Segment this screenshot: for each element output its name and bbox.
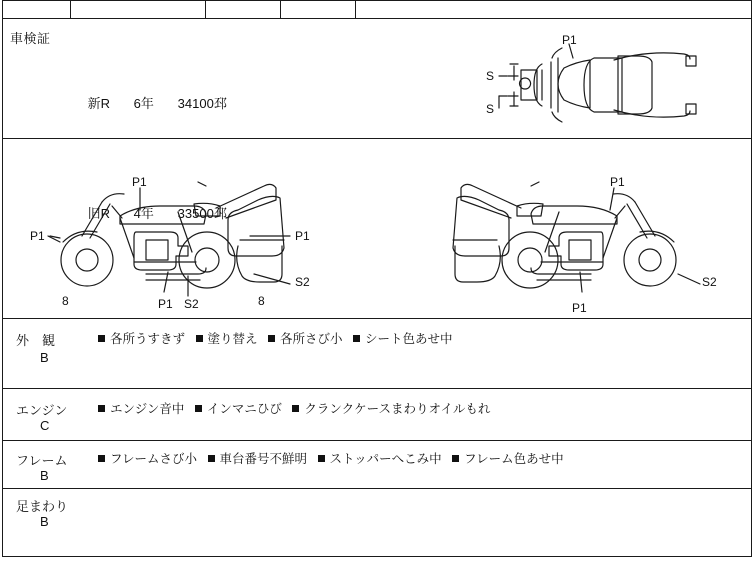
- right-view-label-s2: S2: [702, 275, 717, 289]
- condition-row-appearance: [2, 318, 752, 388]
- condition-grade: C: [40, 418, 50, 433]
- condition-item-label: シート色あせ中: [365, 332, 453, 346]
- left-view-label-s2-right: S2: [295, 275, 310, 289]
- left-view-label-p1-top: P1: [132, 175, 147, 189]
- right-view-label-p1-top: P1: [610, 175, 625, 189]
- condition-item-label: 車台番号不鮮明: [219, 452, 308, 466]
- condition-item-label: クランクケースまわりオイルもれ: [304, 402, 491, 416]
- condition-row-engine: [2, 388, 752, 440]
- condition-item: [452, 452, 564, 466]
- inspection-row-years: 4年: [133, 206, 154, 221]
- inspection-row-years: 6年: [133, 96, 154, 111]
- inspection-row-amount: 34100邳: [177, 96, 227, 111]
- bullet-square-icon: [353, 335, 360, 342]
- condition-item: [292, 402, 490, 416]
- condition-item-label: インマニひび: [206, 402, 282, 416]
- condition-items: [98, 329, 460, 347]
- condition-item: [195, 402, 282, 416]
- condition-item: [98, 332, 185, 346]
- bullet-square-icon: [292, 405, 299, 412]
- condition-item: [98, 452, 197, 466]
- left-view-label-8-rear: 8: [258, 294, 265, 308]
- condition-item-label: フレームさび小: [110, 452, 198, 466]
- condition-item: [268, 332, 343, 346]
- inspection-row-amount: 33500邳: [177, 206, 227, 221]
- bullet-square-icon: [195, 405, 202, 412]
- bullet-square-icon: [318, 455, 325, 462]
- inspection-row-type: 旧R: [87, 206, 111, 221]
- left-view-label-p1-right: P1: [295, 229, 310, 243]
- right-view-label-p1-bottom: P1: [572, 301, 587, 315]
- condition-item-label: エンジン音中: [110, 402, 185, 416]
- left-view-label-8-front: 8: [62, 294, 69, 308]
- condition-item-label: 各所うすきず: [110, 332, 186, 346]
- bullet-square-icon: [452, 455, 459, 462]
- condition-grade: B: [40, 350, 49, 365]
- divider-top-col-4: [355, 0, 356, 18]
- left-view-label-s2-bottom: S2: [184, 297, 199, 311]
- inspection-label: 車検証: [10, 31, 51, 46]
- bullet-square-icon: [268, 335, 275, 342]
- condition-item-label: フレーム色あせ中: [464, 452, 564, 466]
- condition-row-frame: [2, 440, 752, 488]
- damage-diagrams: [2, 18, 752, 318]
- left-side-view-drawing: [30, 175, 310, 311]
- bullet-square-icon: [98, 335, 105, 342]
- condition-item: [98, 402, 184, 416]
- condition-items: [98, 449, 571, 467]
- condition-name: フレーム: [16, 453, 68, 468]
- divider-top-col-3: [280, 0, 281, 18]
- bullet-square-icon: [208, 455, 215, 462]
- front-view-label-s-upper: S: [486, 69, 495, 83]
- condition-grade: B: [40, 514, 49, 529]
- front-view-drawing: [486, 33, 696, 122]
- condition-item: [353, 332, 453, 346]
- front-view-label-s-lower: S: [486, 102, 495, 116]
- bullet-square-icon: [98, 405, 105, 412]
- condition-item: [208, 452, 308, 466]
- divider-top-col-1: [70, 0, 71, 18]
- condition-item-label: ストッパーへこみ中: [329, 452, 442, 466]
- bullet-square-icon: [196, 335, 203, 342]
- condition-name: 外 観: [16, 333, 56, 348]
- condition-item-label: 塗り替え: [207, 332, 258, 346]
- left-view-label-p1-left: P1: [30, 229, 45, 243]
- condition-name: 足まわり: [16, 499, 69, 514]
- condition-name: エンジン: [16, 403, 68, 418]
- condition-item: [318, 452, 442, 466]
- condition-item: [196, 332, 258, 346]
- condition-row-suspension: [2, 488, 752, 556]
- condition-items: [98, 399, 497, 417]
- bullet-square-icon: [98, 455, 105, 462]
- left-view-label-p1-bottom: P1: [158, 297, 173, 311]
- condition-item-label: 各所さび小: [280, 332, 343, 346]
- inspection-row-type: 新R: [87, 96, 111, 111]
- right-side-view-drawing: [453, 175, 717, 315]
- front-view-label-p1: P1: [562, 33, 577, 47]
- condition-grade: B: [40, 468, 49, 483]
- divider-top-col-2: [205, 0, 206, 18]
